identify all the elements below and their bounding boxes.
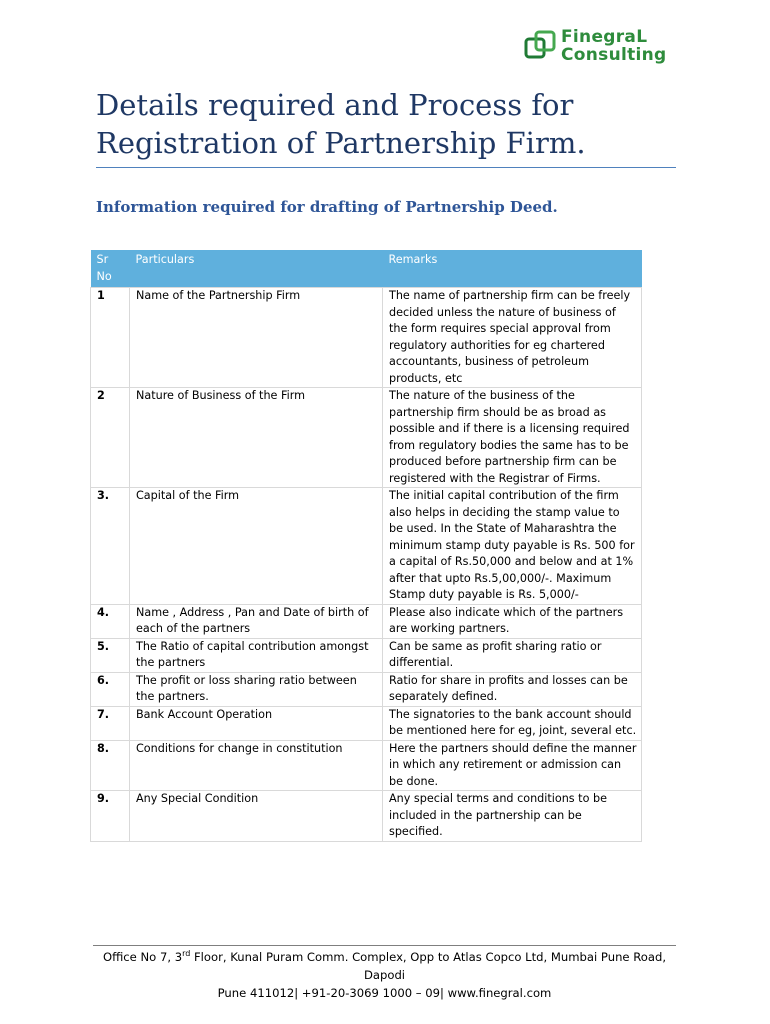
row-sr-no: 6. bbox=[91, 672, 130, 706]
row-remarks: Here the partners should define the manner in which any retirement or admission can be done. bbox=[383, 740, 642, 791]
footer-ordinal-suffix: rd bbox=[182, 949, 191, 959]
logo-text bbox=[561, 28, 667, 64]
interlocking-squares-icon bbox=[524, 30, 558, 64]
footer-divider bbox=[93, 945, 676, 946]
table-row bbox=[91, 706, 642, 740]
table-row bbox=[91, 388, 642, 488]
row-remarks: Please also indicate which of the partners are working partners. bbox=[383, 604, 642, 638]
footer-line1-start: Office No 7, 3 bbox=[102, 950, 183, 964]
title-divider bbox=[96, 167, 676, 168]
footer-line1-end: Floor, Kunal Puram Comm. Complex, Opp to Atlas Copco Ltd, Mumbai Pune Road, Dapodi bbox=[190, 950, 667, 982]
partnership-info-table bbox=[90, 250, 642, 842]
row-remarks: The initial capital contribution of the firm also helps in deciding the stamp value to be used. In the State of Maharashtra the minimum stamp duty payable is Rs. 500 for a capital of Rs.50,000 and below and at 1% after that upto Rs.5,00,000/-. Maximum Stamp duty payable is Rs. 5,000/- bbox=[383, 488, 642, 605]
header-remarks: Remarks bbox=[383, 250, 642, 288]
row-sr-no: 9. bbox=[91, 791, 130, 842]
row-sr-no: 8. bbox=[91, 740, 130, 791]
row-sr-no: 5. bbox=[91, 638, 130, 672]
table-row bbox=[91, 604, 642, 638]
page-title: Details required and Process for Registration of Partnership Firm. bbox=[96, 88, 586, 160]
table-row bbox=[91, 672, 642, 706]
logo-line2: Consulting bbox=[561, 45, 667, 65]
header-particulars: Particulars bbox=[130, 250, 383, 288]
row-remarks: Any special terms and conditions to be included in the partnership can be specified. bbox=[383, 791, 642, 842]
row-remarks: The nature of the business of the partnership firm should be as broad as possible and if there is a licensing required from regulatory bodies the same has to be produced before partnership firm can be registered with the Registrar of Firms. bbox=[383, 388, 642, 488]
finegral-logo bbox=[524, 26, 680, 70]
row-sr-no: 3. bbox=[91, 488, 130, 605]
table-header-row bbox=[91, 250, 642, 288]
footer-line-1 bbox=[93, 948, 676, 984]
row-remarks: The name of partnership firm can be freely decided unless the nature of business of the form requires special approval from regulatory authorities for eg chartered accountants, business of petroleum products, etc bbox=[383, 288, 642, 388]
row-sr-no: 7. bbox=[91, 706, 130, 740]
row-sr-no: 1 bbox=[91, 288, 130, 388]
table-row bbox=[91, 638, 642, 672]
row-remarks: Ratio for share in profits and losses can be separately defined. bbox=[383, 672, 642, 706]
section-heading: Information required for drafting of Partnership Deed. bbox=[96, 198, 558, 216]
header-sr-no: Sr No bbox=[91, 250, 130, 288]
row-particulars: Any Special Condition bbox=[130, 791, 383, 842]
row-particulars: Name of the Partnership Firm bbox=[130, 288, 383, 388]
table-row bbox=[91, 740, 642, 791]
row-sr-no: 4. bbox=[91, 604, 130, 638]
footer-address bbox=[93, 948, 676, 1002]
row-remarks: The signatories to the bank account should be mentioned here for eg, joint, several etc. bbox=[383, 706, 642, 740]
row-particulars: The Ratio of capital contribution amongst the partners bbox=[130, 638, 383, 672]
table-row bbox=[91, 791, 642, 842]
row-particulars: Bank Account Operation bbox=[130, 706, 383, 740]
table-row bbox=[91, 488, 642, 605]
row-sr-no: 2 bbox=[91, 388, 130, 488]
row-particulars: Nature of Business of the Firm bbox=[130, 388, 383, 488]
logo-line1: FinegraL bbox=[561, 27, 648, 47]
row-particulars: Conditions for change in constitution bbox=[130, 740, 383, 791]
row-remarks: Can be same as profit sharing ratio or differential. bbox=[383, 638, 642, 672]
row-particulars: Capital of the Firm bbox=[130, 488, 383, 605]
row-particulars: The profit or loss sharing ratio between the partners. bbox=[130, 672, 383, 706]
table-row bbox=[91, 288, 642, 388]
row-particulars: Name , Address , Pan and Date of birth of each of the partners bbox=[130, 604, 383, 638]
footer-line-2: Pune 411012| +91-20-3069 1000 – 09| www.finegral.com bbox=[217, 986, 552, 1000]
